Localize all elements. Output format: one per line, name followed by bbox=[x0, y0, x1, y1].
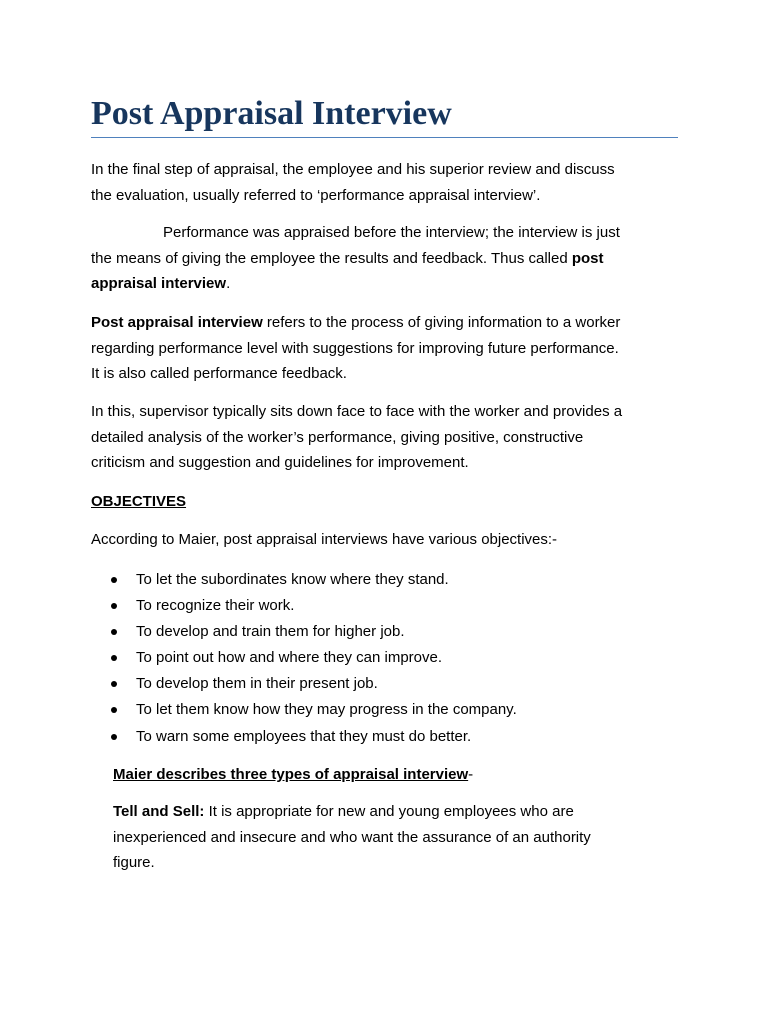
list-item: To recognize their work. bbox=[91, 593, 517, 619]
supervisor-paragraph bbox=[91, 399, 681, 476]
text-line: the evaluation, usually referred to ‘performance appraisal interview’. bbox=[91, 186, 541, 204]
tell-and-sell-paragraph bbox=[113, 799, 703, 876]
bold-term: appraisal interview bbox=[91, 275, 227, 292]
list-item: To develop them in their present job. bbox=[91, 671, 517, 697]
text-line: It is also called performance feedback. bbox=[91, 365, 347, 382]
text-line: criticism and suggestion and guidelines for improvement. bbox=[91, 454, 469, 471]
list-item: To let the subordinates know where they stand. bbox=[91, 567, 517, 593]
bullet-icon bbox=[111, 734, 117, 740]
text-line: the means of giving the employee the results and feedback. Thus called bbox=[91, 249, 572, 267]
interview-purpose-paragraph: Performance was appraised before the interview; the interview is just the means of giving the employee the results and feedback. Thus called post appraisal interview. bbox=[91, 224, 620, 292]
objectives-heading: OBJECTIVES bbox=[91, 493, 187, 510]
bullet-icon bbox=[111, 655, 117, 661]
bullet-icon bbox=[111, 629, 117, 635]
definition-paragraph bbox=[91, 310, 681, 387]
text-line: Performance was appraised before the interview; the interview is just bbox=[163, 224, 620, 241]
text-line: regarding performance level with suggestions for improving future performance. bbox=[91, 339, 619, 357]
text-line: figure. bbox=[113, 854, 155, 871]
text-line: It is appropriate for new and young employees who are bbox=[204, 803, 574, 820]
bold-term: post bbox=[571, 249, 604, 267]
bullet-icon bbox=[111, 707, 117, 713]
bullet-icon bbox=[111, 603, 117, 609]
objectives-list bbox=[91, 567, 517, 750]
list-item: To develop and train them for higher job. bbox=[91, 619, 517, 645]
text-line: detailed analysis of the worker’s performance, giving positive, constructive bbox=[91, 428, 584, 446]
text-line: inexperienced and insecure and who want the assurance of an authority bbox=[113, 828, 591, 846]
bullet-icon bbox=[111, 577, 117, 583]
types-heading: Maier describes three types of appraisal interview- bbox=[113, 766, 474, 783]
text-line: In the final step of appraisal, the employee and his superior review and discuss bbox=[91, 161, 615, 178]
intro-paragraph bbox=[91, 157, 681, 208]
text-line: refers to the process of giving information to a worker bbox=[262, 314, 621, 331]
objectives-intro: According to Maier, post appraisal interviews have various objectives:- bbox=[91, 531, 558, 548]
text-line: In this, supervisor typically sits down face to face with the worker and provides a bbox=[91, 403, 623, 420]
page-title: Post Appraisal Interview bbox=[91, 95, 452, 132]
bullet-icon bbox=[111, 681, 117, 687]
list-item: To point out how and where they can improve. bbox=[91, 645, 517, 671]
bold-term: Tell and Sell: bbox=[113, 803, 205, 820]
bold-term: Post appraisal interview bbox=[91, 314, 263, 331]
list-item: To let them know how they may progress in the company. bbox=[91, 697, 517, 723]
list-item: To warn some employees that they must do better. bbox=[91, 724, 517, 750]
title-underline-rule bbox=[91, 137, 678, 138]
